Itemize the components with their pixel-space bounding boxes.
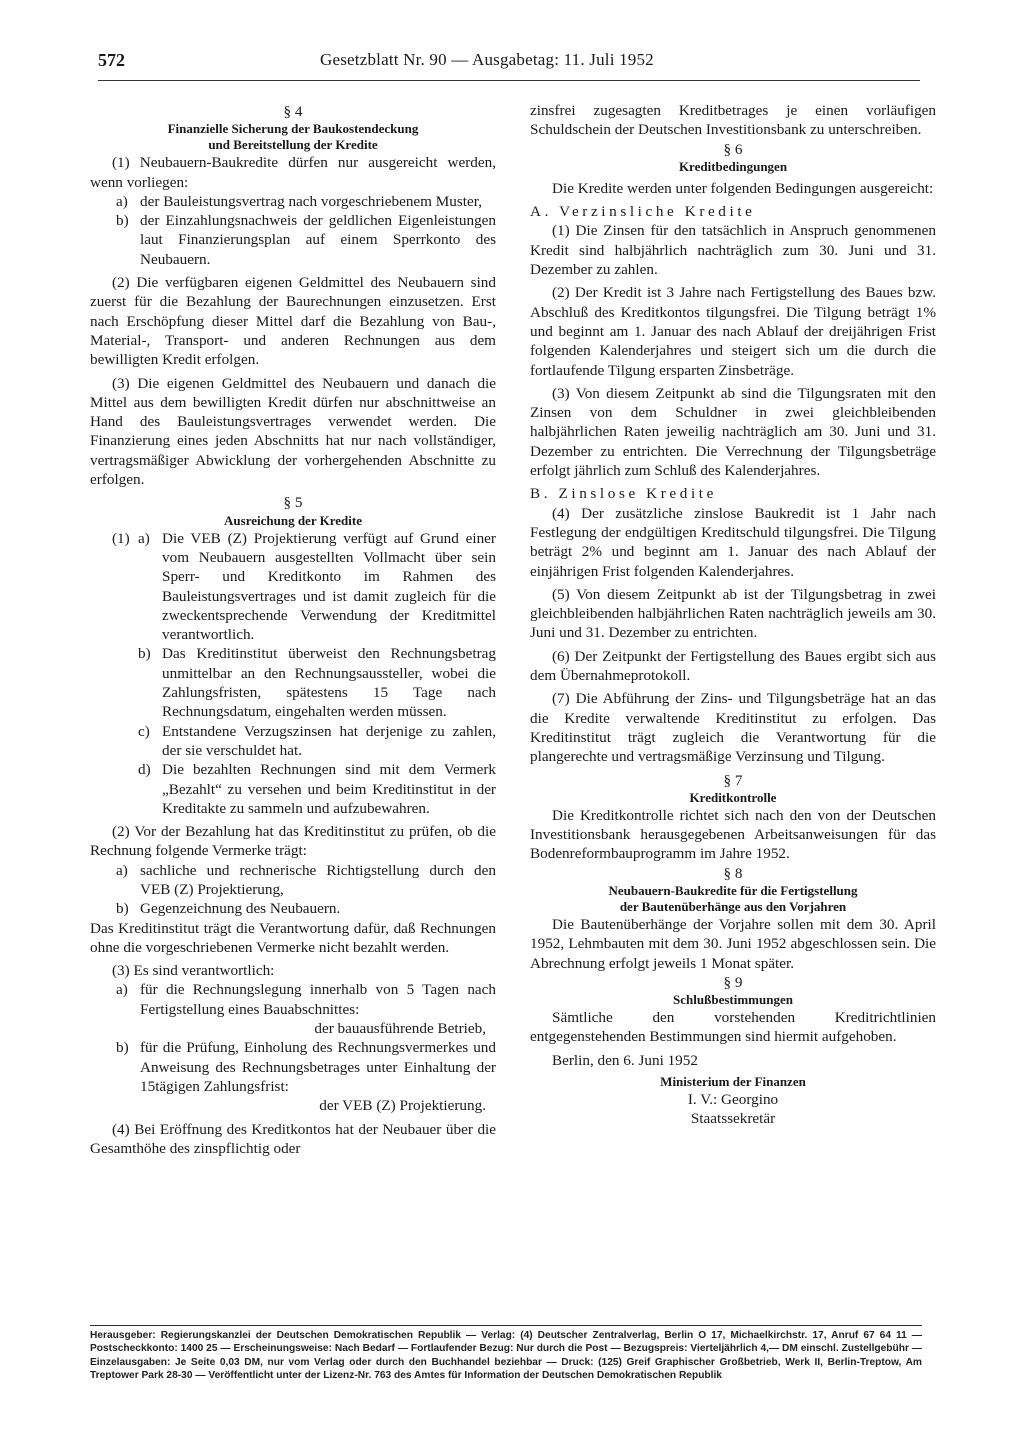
s4-item-b-label: b) [116,212,129,230]
s4-item-a-text: der Bauleistungsvertrag nach vorgeschriebenem Muster, [140,192,482,210]
s4-paragraph-2: (2) Die verfügbaren eigenen Geldmittel des Neubauern sind zuerst für die Bezahlung der Baurechnungen einzusetzen. Erst nach Erschöpfung dieser Mittel darf die Bezahlung von Bau-, Material-, Transport- und anderen Rechnungen aus dem bewilligten Kredit erfolgen. [90,274,496,369]
s5-item-a-text: Die VEB (Z) Projektierung verfügt auf Grund einer vom Neubauern ausgestellten Vollmacht über sein Sperr- und Kreditkonto im Rahmen des Bauleistungsvertrages und ist damit zugleich für die zweckentsprechende Verwendung der Kreditmittel verantwortlich. [162,529,496,644]
s5-item-c-text: Entstandene Verzugszinsen hat derjenige zu zahlen, der sie verschuldet hat. [162,722,496,759]
s5-item-b [90,644,496,721]
s5-p2-item-b [90,899,496,918]
s6-paragraph-2: (2) Der Kredit ist 3 Jahre nach Fertigstellung des Baues bzw. Abschluß des Kreditkontos tilgungsfrei. Die Tilgung beträgt 1% und beginnt am 1. Januar des nach Ablauf der dreijährigen Frist folgenden Kalenderjahres und steigert sich um die durch die fortlaufende Tilgung ersparten Zinsbeträge. [530,284,936,379]
s9-paragraph: Sämtliche den vorstehenden Kreditrichtlinien entgegenstehenden Bestimmungen sind hiermit aufgehoben. [530,1009,936,1046]
s5-paragraph-3: (3) Es sind verantwortlich: [112,962,275,980]
s5-p3-b-text: für die Prüfung, Einholung des Rechnungsvermerkes und Anweisung des Rechnungsbetrages unter Einhaltung der 15tägigen Zahlungsfrist: [140,1039,496,1095]
s6-heading-b: B. Zinslose Kredite [530,485,717,503]
s5-p3-item-a [90,980,496,1019]
s5-p3-a-responsible: der bauausführende Betrieb, [314,1020,486,1038]
signature-name-text: I. V.: Georgino [687,1091,779,1109]
s5-p3-a-label: a) [116,981,128,999]
gazette-title: Gesetzblatt Nr. 90 — Ausgabetag: 11. Juli 1952 [320,50,654,69]
section-7-title: Kreditkontrolle [689,789,777,805]
s4-item-b [90,211,496,269]
section-7-number: § 7 [723,771,743,789]
s5-item-d-text: Die bezahlten Rechnungen sind mit dem Vermerk „Bezahlt“ zu versehen und beim Kreditinstitut in der Kreditakte zu sammeln und aufzubewahren. [162,761,496,817]
s5-item-c-label: c) [138,722,150,740]
s5-item-c [90,722,496,761]
section-9-title: Schlußbestimmungen [673,992,793,1008]
s5-p1-label: (1) [112,529,130,547]
s5-p3-b-responsible: der VEB (Z) Projektierung. [319,1097,486,1115]
section-6-title: Kreditbedingungen [678,158,788,174]
s5-p3-item-b [90,1038,496,1096]
s4-paragraph-3: (3) Die eigenen Geldmittel des Neubauern und danach die Mittel aus dem bewilligten Kredit dürfen nur abschnittweise an Hand des Bauleistungsvertrages verwendet werden. Die Finanzierung eines jeden Abschnitts hat nur nach vollständiger, vertragsmäßiger Abwicklung der vorhergehenden Abschnitte zu erfolgen. [90,374,496,489]
s6-paragraph-1: (1) Die Zinsen für den tatsächlich in Anspruch genommenen Kredit sind halbjährlich nachträglich zum 30. Juni und 31. Dezember zu zahlen. [530,222,936,279]
s6-paragraph-6: (6) Der Zeitpunkt der Fertigstellung des Baues ergibt sich aus dem Übernahmeprotokoll. [530,647,936,685]
continuation-text: zinsfrei zugesagten Kreditbetrages je einen vorläufigen Schuldschein der Deutschen Investitionsbank zu unterschreiben. [530,102,936,139]
s8-paragraph: Die Bautenüberhänge der Vorjahre sollen mit dem 30. April 1952, Lehmbauten mit dem 30. Juni 1952 abgeschlossen sein. Die Abrechnung erfolgt jeweils 1 Monat später. [530,915,936,972]
header-rule [98,80,920,81]
s4-item-a-label: a) [116,192,128,210]
s5-p3-a-text: für die Rechnungslegung innerhalb von 5 Tagen nach Fertigstellung eines Bauabschnittes: [140,981,496,1018]
s5-item-a-label: a) [138,529,150,547]
s6-paragraph-3: (3) Von diesem Zeitpunkt ab sind die Tilgungsraten mit den Zinsen von dem Schuldner in zwei gleichbleibenden halbjährlichen Raten jeweilig nachträglich am 30. Juni und 31. Dezember zu entrichten. Die Verrechnung der Tilgungsbeträge erfolgt jährlich zum Schluß des Kalenderjahres. [530,384,936,480]
section-8-number: § 8 [723,864,743,882]
section-4-number: § 4 [283,103,303,120]
s4-paragraph-1: (1) Neubauern-Baukredite dürfen nur ausgereicht werden, wenn vorliegen: [90,154,496,191]
page-header [98,50,920,80]
section-5-number: § 5 [283,494,303,512]
s6-paragraph-4: (4) Der zusätzliche zinslose Baukredit ist 1 Jahr nach Festlegung der endgültigen Kreditschuld tilgungsfrei. Die Tilgung beträgt 2% und beginnt am 1. Januar des nach Ablauf der einjährigen Frist folgenden Kalenderjahres. [530,504,936,580]
s5-item-b-text: Das Kreditinstitut überweist den Rechnungsbetrag unmittelbar an den Rechnungsaussteller, wobei die Zahlungsfristen, spätestens 15 Tage nach Rechnungsdatum, eingehalten werden müssen. [162,645,496,721]
s5-item-d [90,760,496,818]
s7-paragraph: Die Kreditkontrolle richtet sich nach den von der Deutschen Investitionsbank herausgegebenen Arbeitsanweisungen für das Bodenreformbauprogramm im Jahre 1952. [530,806,936,863]
section-4-title-line2: und Bereitstellung der Kredite [208,137,378,153]
signature-place-date: Berlin, den 6. Juni 1952 [552,1051,698,1069]
s6-paragraph-5: (5) Von diesem Zeitpunkt ab ist der Tilgungsbetrag in zwei gleichbleibenden halbjährlichen Raten nachträglich jeweils am 30. Juni und 31. Dezember zu entrichten. [530,585,936,642]
s4-item-a [90,192,496,211]
section-6-number: § 6 [723,140,743,158]
s4-item-b-text: der Einzahlungsnachweis der geldlichen Eigenleistungen laut Finanzierungsplan auf einem Sperrkonto des Neubauern. [140,212,496,268]
s5-p2-a-label: a) [116,861,128,879]
s5-paragraph-2-closing: Das Kreditinstitut trägt die Verantwortung dafür, daß Rechnungen ohne die vorgeschriebenen Vermerke nicht bezahlt werden. [90,919,496,956]
section-9-number: § 9 [723,973,743,991]
section-8-title-line1: Neubauern-Baukredite für die Fertigstellung [608,882,858,898]
s6-paragraph-7: (7) Die Abführung der Zins- und Tilgungsbeträge hat an das die Kredite verwaltende Kreditinstitut zu erfolgen. Das Kreditinstitut trägt zugleich die Verantwortung für die plangerechte und vertragsmäßige Verzinsung und Tilgung. [530,690,936,766]
s5-item-b-label: b) [138,645,151,663]
s5-p2-item-a [90,861,496,900]
section-5-title: Ausreichung der Kredite [224,512,362,528]
s5-p2-b-label: b) [116,900,129,918]
s6-heading-a: A. Verzinsliche Kredite [530,203,756,221]
right-column [530,101,936,1129]
signature-name [530,1090,936,1109]
section-4-title-line1: Finanzielle Sicherung der Baukostendeckung [167,121,419,137]
imprint-footer: Herausgeber: Regierungskanzlei der Deutschen Demokratischen Republik — Verlag: (4) Deutscher Zentralverlag, Berlin O 17, Michaelkirchstr. 17, Anruf 67 64 11 — Postscheckkonto: 1400 25 — Erscheinungsweise: Nach Bedarf — Fortlaufender Bezug: Nur durch die Post — Bezugspreis: Vierteljährlich 4,— DM einschl. Zustellgebühr — Einzelausgaben: Je Seite 0,03 DM, nur vom Verlag oder durch den Buchhandel beziehbar — Druck: (125) Greif Graphischer Großbetrieb, Werk II, Berlin-Treptow, Am Treptower Park 28-30 — Veröffentlicht unter der Lizenz-Nr. 763 des Amtes für Information der Deutschen Demokratischen Republik [90,1325,922,1382]
signature-ministry: Ministerium der Finanzen [660,1074,806,1090]
left-column [90,102,496,1158]
s5-paragraph-2: (2) Vor der Bezahlung hat das Kreditinstitut zu prüfen, ob die Rechnung folgende Vermerke trägt: [90,823,496,860]
s5-paragraph-4: (4) Bei Eröffnung des Kreditkontos hat der Neubauer über die Gesamthöhe des zinspflichtig oder [90,1120,496,1157]
signature-role: Staatssekretär [690,1110,776,1128]
section-8-title-line2: der Bautenüberhänge aus den Vorjahren [619,898,847,914]
s6-intro: Die Kredite werden unter folgenden Bedingungen ausgereicht: [552,179,934,197]
s5-p3-b-label: b) [116,1039,129,1057]
s5-item-1a [90,529,496,645]
s5-item-d-label: d) [138,761,151,779]
s5-p2-b-text: Gegenzeichnung des Neubauern. [140,900,341,918]
s5-p2-a-text: sachliche und rechnerische Richtigstellung durch den VEB (Z) Projektierung, [140,861,496,898]
page-number: 572 [98,50,125,70]
